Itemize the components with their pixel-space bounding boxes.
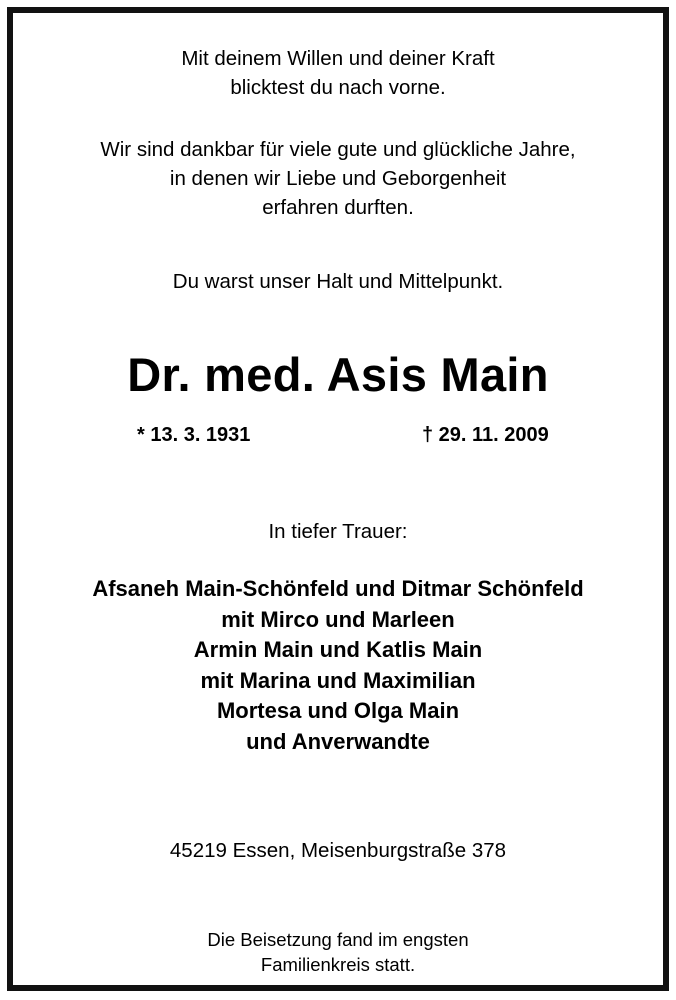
mourning-heading: In tiefer Trauer: [268,520,408,543]
poem-line: erfahren durften. [262,196,414,219]
address: 45219 Essen, Meisenburgstraße 378 [169,839,507,862]
obituary-notice [7,7,669,991]
mourner-line: und Anverwandte [246,729,430,754]
mourner-line: mit Mirco und Marleen [221,607,455,632]
mourner-line: Mortesa und Olga Main [216,698,460,723]
poem-line: Du warst unser Halt und Mittelpunkt. [172,270,504,293]
birth-date: * 13. 3. 1931 [137,424,251,446]
mourner-line: Armin Main und Katlis Main [193,637,483,662]
funeral-note-line: Die Beisetzung fand im engsten [207,929,469,950]
poem-line: blicktest du nach vorne. [230,76,446,99]
poem-line: Wir sind dankbar für viele gute und glückliche Jahre, [100,138,576,161]
poem-line: Mit deinem Willen und deiner Kraft [181,47,495,70]
poem-line: in denen wir Liebe und Geborgenheit [169,167,507,190]
deceased-name: Dr. med. Asis Main [127,348,549,401]
mourner-line: Afsaneh Main-Schönfeld und Ditmar Schönfeld [92,576,584,601]
funeral-note-line: Familienkreis statt. [260,954,416,975]
death-date: † 29. 11. 2009 [422,424,549,446]
mourner-line: mit Marina und Maximilian [200,668,476,693]
